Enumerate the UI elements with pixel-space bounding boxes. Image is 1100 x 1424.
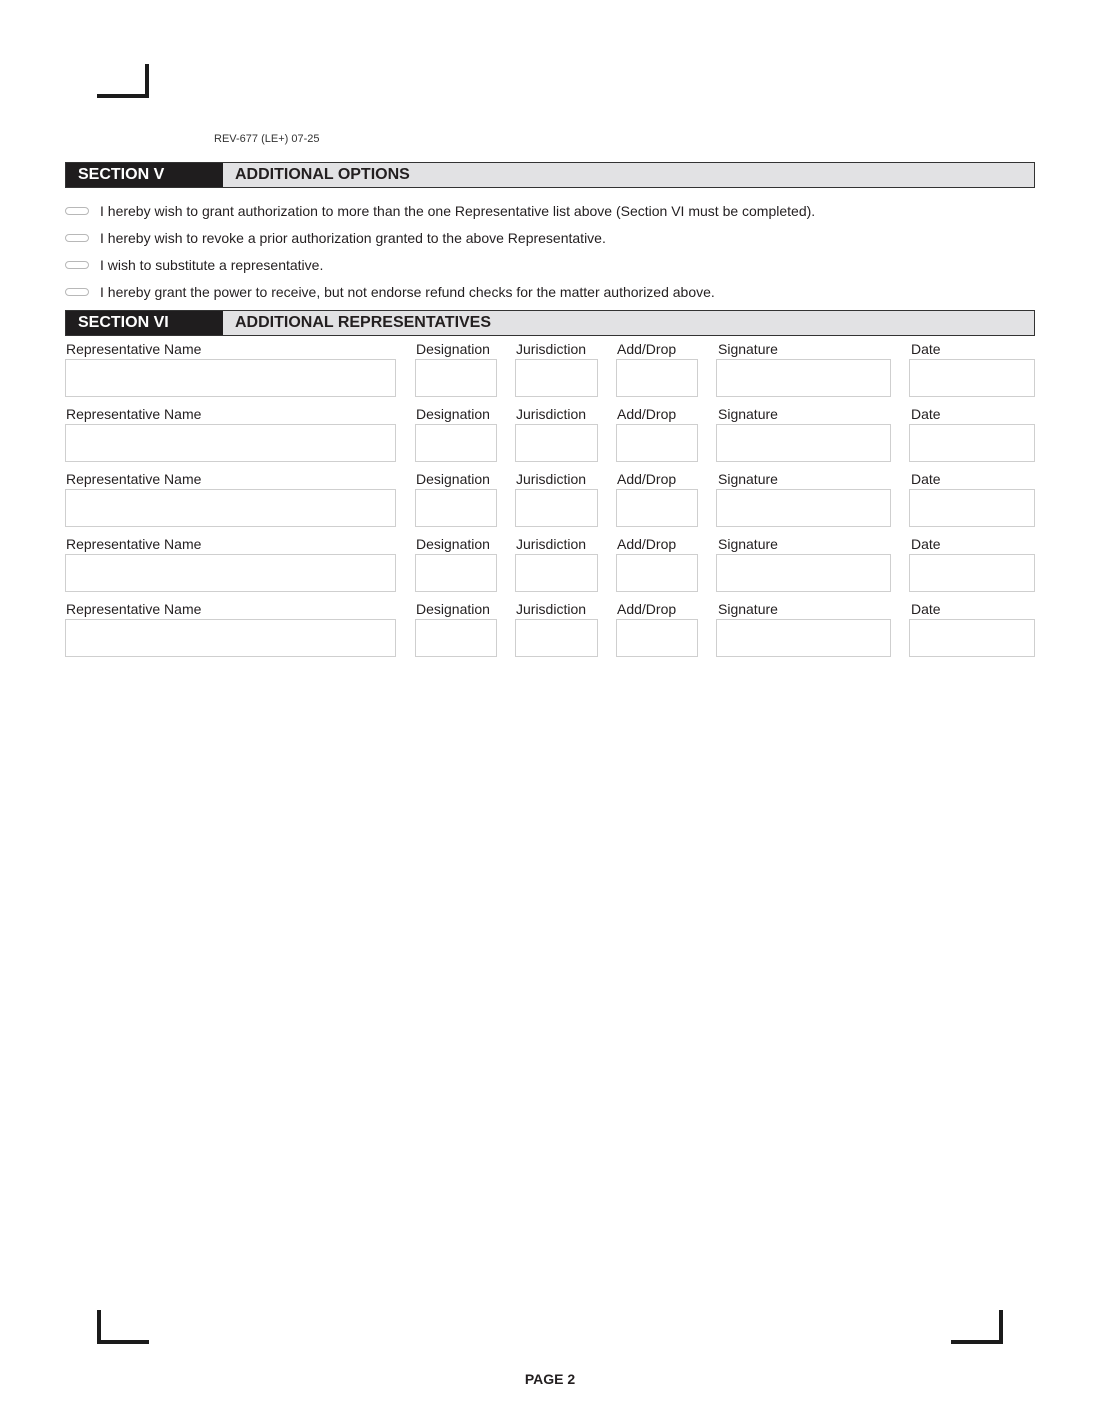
add-drop-field[interactable] (616, 359, 698, 397)
signature-field[interactable] (716, 424, 891, 462)
option-grant-multiple (65, 197, 1035, 224)
col-label-date: Date (911, 406, 941, 422)
col-label-jurisdiction: Jurisdiction (516, 536, 587, 552)
section-v-label: SECTION V (66, 163, 223, 187)
representative-name-field[interactable] (65, 489, 396, 527)
jurisdiction-field[interactable] (515, 424, 598, 462)
representative-name-field[interactable] (65, 554, 396, 592)
crop-mark-bottom-left (97, 1310, 149, 1344)
date-field[interactable] (909, 424, 1035, 462)
representative-row-4 (0, 535, 1100, 600)
add-drop-field[interactable] (616, 554, 698, 592)
col-label-signature: Signature (718, 536, 778, 552)
col-label-jurisdiction: Jurisdiction (516, 601, 587, 617)
col-label-jurisdiction: Jurisdiction (516, 406, 587, 422)
representatives-table (0, 340, 1100, 665)
col-label-designation: Designation (416, 536, 490, 552)
representative-name-field[interactable] (65, 424, 396, 462)
option-text: I hereby wish to revoke a prior authorization granted to the above Representative. (100, 229, 606, 246)
col-label-date: Date (911, 341, 941, 357)
col-label-add-drop: Add/Drop (617, 601, 677, 617)
col-label-designation: Designation (416, 341, 490, 357)
col-label-name: Representative Name (66, 536, 202, 552)
option-grant-multiple-checkbox[interactable] (65, 207, 89, 215)
col-label-name: Representative Name (66, 471, 202, 487)
col-label-date: Date (911, 536, 941, 552)
col-label-name: Representative Name (66, 406, 202, 422)
page-number: PAGE 2 (524, 1371, 576, 1387)
signature-field[interactable] (716, 359, 891, 397)
col-label-designation: Designation (416, 471, 490, 487)
signature-field[interactable] (716, 554, 891, 592)
date-field[interactable] (909, 619, 1035, 657)
representative-row-3 (0, 470, 1100, 535)
col-label-add-drop: Add/Drop (617, 471, 677, 487)
option-text: I hereby grant the power to receive, but not endorse refund checks for the matter authorized above. (100, 283, 715, 300)
col-label-signature: Signature (718, 406, 778, 422)
representative-row-1 (0, 340, 1100, 405)
col-label-designation: Designation (416, 601, 490, 617)
crop-mark-top-left (97, 64, 149, 98)
option-text: I wish to substitute a representative. (100, 256, 324, 273)
jurisdiction-field[interactable] (515, 619, 598, 657)
col-label-name: Representative Name (66, 601, 202, 617)
jurisdiction-field[interactable] (515, 359, 598, 397)
col-label-jurisdiction: Jurisdiction (516, 471, 587, 487)
col-label-jurisdiction: Jurisdiction (516, 341, 587, 357)
designation-field[interactable] (415, 424, 497, 462)
col-label-date: Date (911, 601, 941, 617)
signature-field[interactable] (716, 489, 891, 527)
section-vi-header (65, 310, 1035, 336)
col-label-signature: Signature (718, 601, 778, 617)
col-label-add-drop: Add/Drop (617, 536, 677, 552)
col-label-add-drop: Add/Drop (617, 341, 677, 357)
section-vi-title: ADDITIONAL REPRESENTATIVES (235, 314, 492, 331)
col-label-signature: Signature (718, 471, 778, 487)
col-label-date: Date (911, 471, 941, 487)
date-field[interactable] (909, 489, 1035, 527)
jurisdiction-field[interactable] (515, 554, 598, 592)
representative-name-field[interactable] (65, 619, 396, 657)
date-field[interactable] (909, 359, 1035, 397)
col-label-add-drop: Add/Drop (617, 406, 677, 422)
col-label-name: Representative Name (66, 341, 202, 357)
designation-field[interactable] (415, 359, 497, 397)
date-field[interactable] (909, 554, 1035, 592)
crop-mark-bottom-right (951, 1310, 1003, 1344)
jurisdiction-field[interactable] (515, 489, 598, 527)
designation-field[interactable] (415, 619, 497, 657)
option-revoke-prior (65, 224, 1035, 251)
option-text: I hereby wish to grant authorization to more than the one Representative list above (Section VI must be completed). (100, 202, 816, 219)
signature-field[interactable] (716, 619, 891, 657)
designation-field[interactable] (415, 554, 497, 592)
representative-name-field[interactable] (65, 359, 396, 397)
add-drop-field[interactable] (616, 489, 698, 527)
section-vi-label: SECTION VI (66, 311, 223, 335)
representative-row-2 (0, 405, 1100, 470)
section-v-header (65, 162, 1035, 188)
section-v-title: ADDITIONAL OPTIONS (235, 166, 410, 183)
col-label-signature: Signature (718, 341, 778, 357)
option-substitute (65, 251, 1035, 278)
designation-field[interactable] (415, 489, 497, 527)
col-label-designation: Designation (416, 406, 490, 422)
form-code: REV-677 (LE+) 07-25 (214, 133, 320, 145)
option-substitute-checkbox[interactable] (65, 261, 89, 269)
option-refund-checks-checkbox[interactable] (65, 288, 89, 296)
additional-options-list (65, 197, 1035, 305)
option-refund-checks (65, 278, 1035, 305)
option-revoke-prior-checkbox[interactable] (65, 234, 89, 242)
add-drop-field[interactable] (616, 424, 698, 462)
representative-row-5 (0, 600, 1100, 665)
add-drop-field[interactable] (616, 619, 698, 657)
